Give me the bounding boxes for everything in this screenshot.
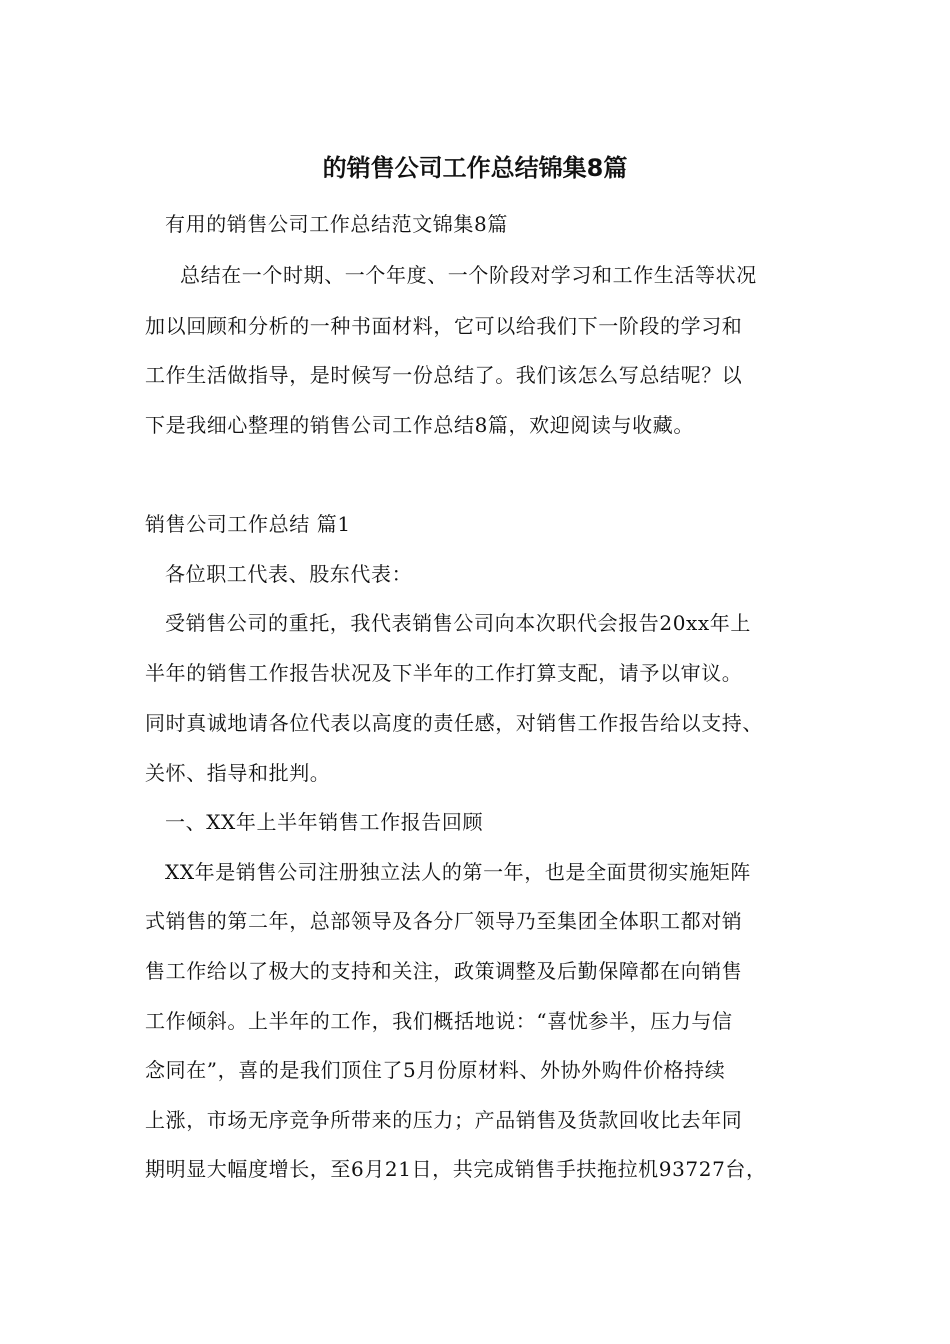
paragraph-line: 念同在”，喜的是我们顶住了5月份原材料、外协外购件价格持续 — [145, 1058, 726, 1082]
document-title: 的销售公司工作总结锦集8篇 — [322, 154, 628, 182]
paragraph-line: 关怀、指导和批判。 — [145, 761, 331, 785]
paragraph-line: 半年的销售工作报告状况及下半年的工作打算支配，请予以审议。 — [145, 661, 743, 685]
intro-line: 加以回顾和分析的一种书面材料，它可以给我们下一阶段的学习和 — [145, 314, 743, 338]
intro-line: 总结在一个时期、一个年度、一个阶段对学习和工作生活等状况 — [180, 263, 757, 287]
intro-line: 下是我细心整理的销售公司工作总结8篇，欢迎阅读与收藏。 — [145, 413, 694, 437]
paragraph-line: 式销售的第二年，总部领导及各分厂领导乃至集团全体职工都对销 — [145, 909, 743, 933]
paragraph-line: 期明显大幅度增长，至6月21日，共完成销售手扶拖拉机93727台， — [145, 1157, 767, 1181]
paragraph-line: 工作倾斜。上半年的工作，我们概括地说：“喜忧参半，压力与信 — [145, 1009, 733, 1033]
paragraph-line: 上涨，市场无序竞争所带来的压力；产品销售及货款回收比去年同 — [145, 1108, 743, 1132]
intro-line: 工作生活做指导，是时候写一份总结了。我们该怎么写总结呢？以 — [145, 363, 743, 387]
paragraph-line: 同时真诚地请各位代表以高度的责任感，对销售工作报告给以支持、 — [145, 711, 763, 735]
paragraph-line: 售工作给以了极大的支持和关注，政策调整及后勤保障都在向销售 — [145, 959, 743, 983]
salutation: 各位职工代表、股东代表： — [165, 562, 413, 586]
paragraph-line: XX年是销售公司注册独立法人的第一年，也是全面贯彻实施矩阵 — [165, 860, 751, 884]
paragraph-line: 受销售公司的重托，我代表销售公司向本次职代会报告20xx年上 — [165, 611, 752, 635]
document-subtitle: 有用的销售公司工作总结范文锦集8篇 — [165, 212, 508, 236]
subheading: 一、XX年上半年销售工作报告回顾 — [165, 810, 484, 834]
section-heading: 销售公司工作总结 篇1 — [145, 512, 351, 536]
